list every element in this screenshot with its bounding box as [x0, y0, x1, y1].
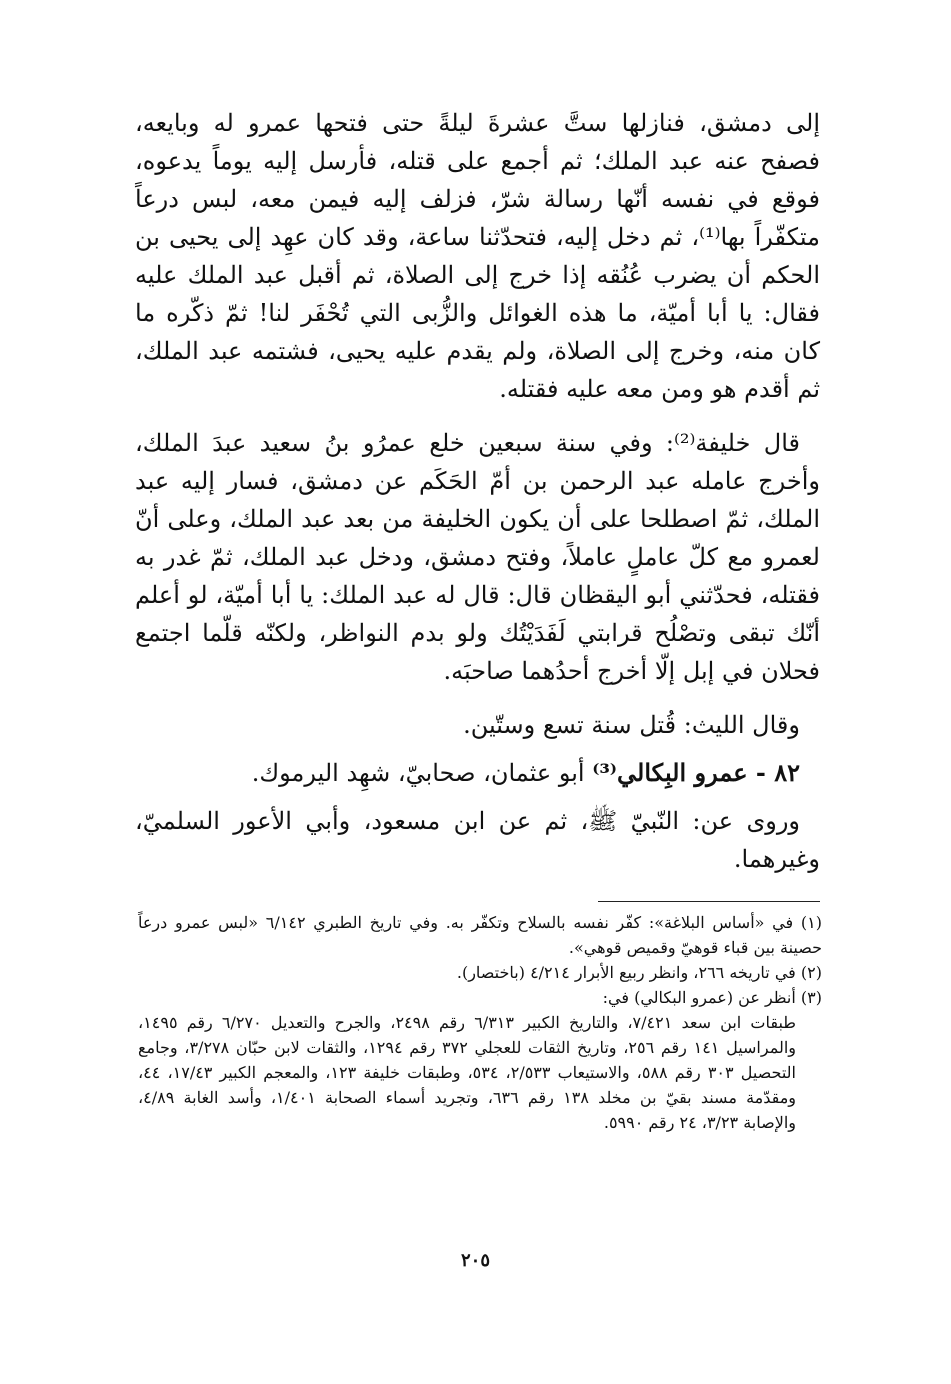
page-number: ٢٠٥ [460, 1250, 490, 1271]
main-text [135, 104, 820, 878]
entry-82 [135, 754, 820, 792]
paragraph-2: قال خليفة⁽²⁾: وفي سنة سبعين خلع عمرُو بنُ سعيد عبدَ الملك، وأخرج عامله عبد الرحمن بن أمّ الحَكَم عن دمشق، فسار إليه عبد الملك، ثمّ اصطلحا على أن يكون الخليفة من بعد عبد الملك، وعلى أنّ لعمرو مع كلّ عاملٍ عاملاً، وفتح دمشق، ودخل عبد الملك، ثمّ غدر به فقتله، فحدّثني أبو اليقظان قال: قال له عبد الملك: يا أبا أميّة، لو أعلم أنّك تبقى وتصْلُح قرابتي لَفَدَيْتُك ولو بدم النواظر، ولكنّه قلّما اجتمع فحلان في إبل إلّا أخرج أحدُهما صاحبَه. [135, 429, 820, 685]
footnote-2: (٢) في تاريخه ٢٦٦، وانظر ربيع الأبرار ٤/٢١٤ (باختصار). [456, 963, 822, 982]
footnote-1: (١) في «أساس البلاغة»: كفّر نفسه بالسلاح وتكفّر به. وفي تاريخ الطبري ٦/١٤٢ «لبس عمرو درعاً حصينة بين قباء قوهيّ وقميص قوهي». [138, 913, 823, 957]
paragraph-3: وقال الليث: قُتل سنة تسع وستّين. [463, 711, 800, 739]
footnote-3-sources: طبقات ابن سعد ٧/٤٢١، والتاريخ الكبير ٦/٣١٣ رقم ٢٤٩٨، والجرح والتعديل ٦/٢٧٠ رقم ١٤٩٥، والمراسيل ١٤١ رقم ٢٥٦، وتاريخ الثقات للعجلي ٣٧٢ رقم ١٢٩٤، والثقات لابن حبّان ٣/٢٧٨، وجامع التحصيل ٣٠٣ رقم ٥٨٨، والاستيعاب ٢/٥٣٣، ٥٣٤، وطبقات خليفة ١٢٣، والمعجم الكبير ١٧/٤٣، ٤٤، ومقدّمة مسند بقيّ بن مخلد ١٣٨ رقم ٦٣٦، وتجريد أسماء الصحابة ١/٤٠١، وأسد الغابة ٤/٨٩، والإصابة ٣/٢٣، ٢٤ رقم ٥٩٩٠. [138, 1013, 797, 1132]
footnote-divider [598, 901, 820, 902]
entry-82-description: أبو عثمان، صحابيّ، شهِد اليرموك. [251, 759, 593, 787]
footnotes [138, 910, 822, 1135]
paragraph-5: وروى عن: النّبيّ ﷺ، ثم عن ابن مسعود، وأبي الأعور السلميّ، وغيرهما. [135, 807, 820, 873]
footnote-3-heading: (٣) أنظر عن (عمرو البكالي) في: [602, 988, 822, 1007]
paragraph-1: إلى دمشق، فنازلها ستَّ عشرةَ ليلةً حتى فتحها عمرو له وبايعه، فصفح عنه عبد الملك؛ ثم أجمع على قتله، فأرسل إليه يوماً يدعوه، فوقع في نفسه أنّها رسالة شرّ، فزلف إليه فيمن معه، لبس درعاً متكفّراً بها⁽¹⁾، ثم دخل إليه، فتحدّثنا ساعة، وقد كان عهِد إلى يحيى بن الحكم أن يضرب عُنُقه إذا خرج إلى الصلاة، ثم أقبل عبد الملك عليه فقال: يا أبا أميّة، ما هذه الغوائل والزُّبى التي تُحْفَر لنا! ثمّ ذكّره ما كان منه، وخرج إلى الصلاة، ولم يقدم عليه يحيى، فشتمه عبد الملك، ثم أقدم هو ومن معه عليه فقتله. [135, 109, 821, 403]
entry-82-heading: ٨٢ - عمرو البِكالي⁽³⁾ [592, 758, 800, 787]
